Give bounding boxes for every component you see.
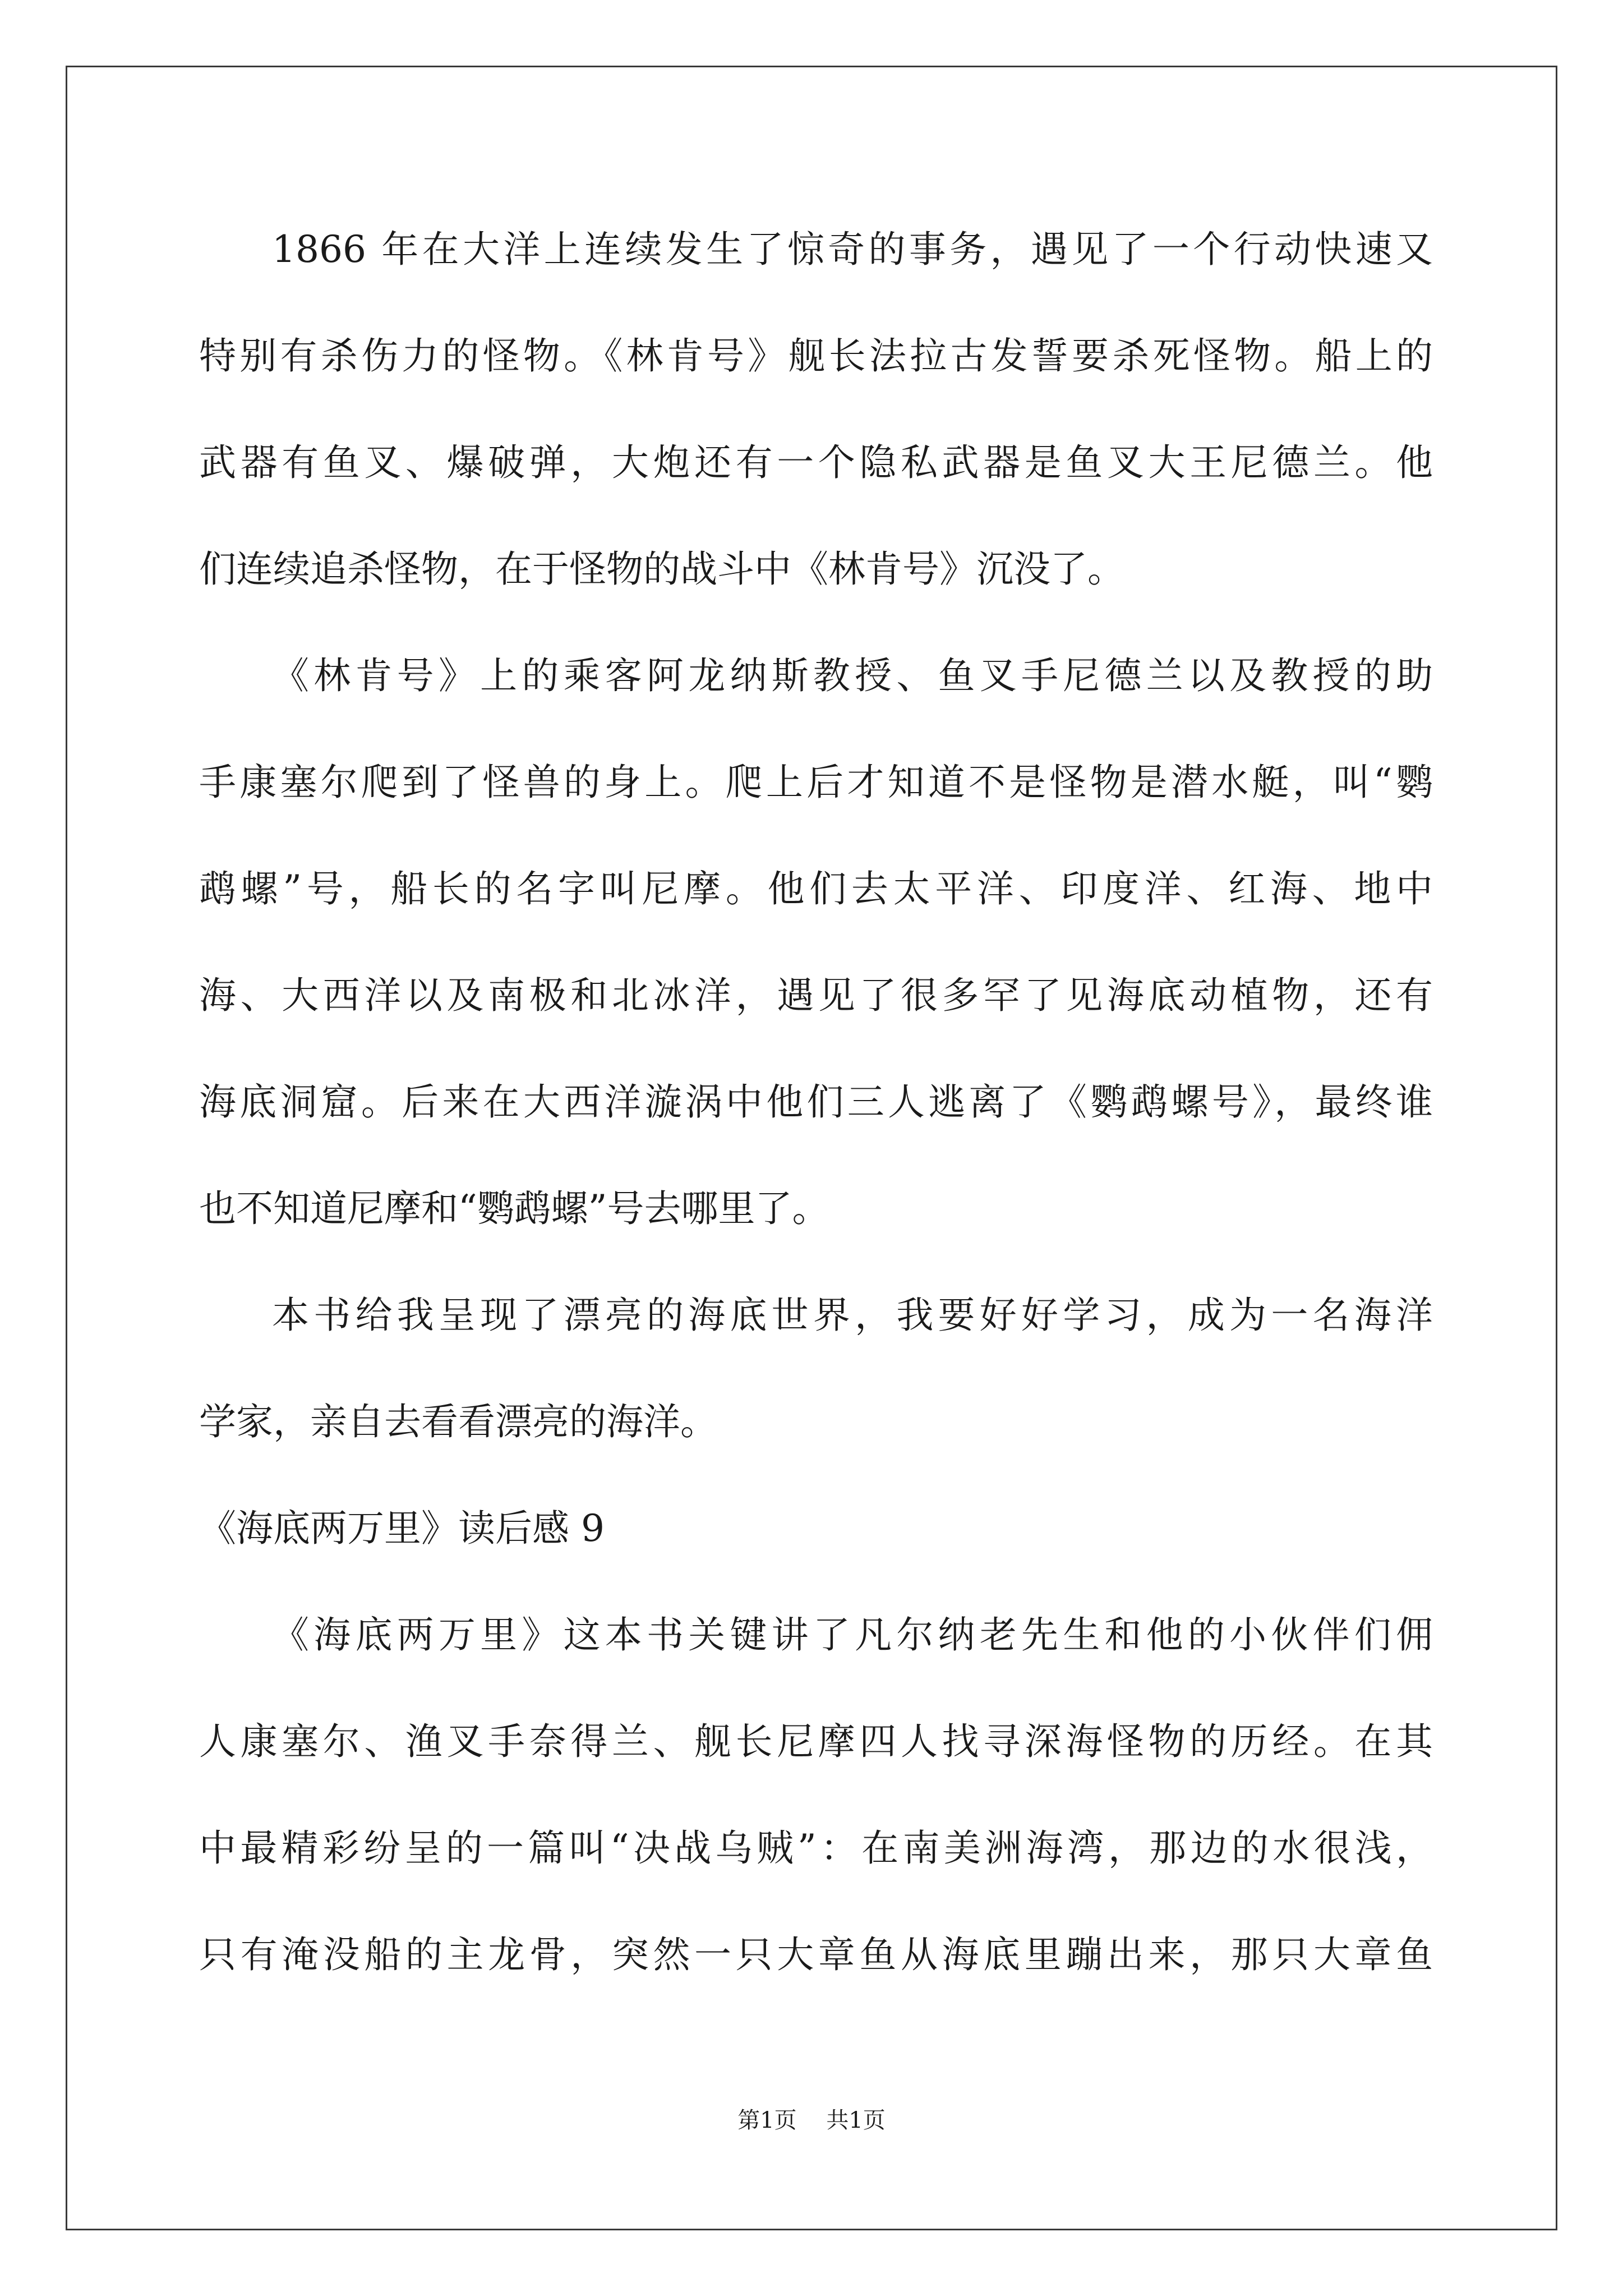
page-number-total: 共1页 <box>826 2108 886 2133</box>
paragraph-2-line-3: 鹉螺”号，船长的名字叫尼摩。他们去太平洋、印度洋、红海、地中 <box>199 867 1433 910</box>
paragraph-2-line-1: 《林肯号》上的乘客阿龙纳斯教授、鱼叉手尼德兰以及教授的助 <box>272 654 1433 697</box>
paragraph-3-line-2: 学家，亲自去看看漂亮的海洋。 <box>199 1400 717 1443</box>
paragraph-1-line-2: 特别有杀伤力的怪物。《林肯号》舰长法拉古发誓要杀死怪物。船上的 <box>199 334 1433 378</box>
section-heading: 《海底两万里》读后感 9 <box>199 1507 605 1550</box>
paragraph-2-line-4: 海、大西洋以及南极和北冰洋，遇见了很多罕了见海底动植物，还有 <box>199 974 1433 1017</box>
paragraph-2-line-5: 海底洞窟。后来在大西洋漩涡中他们三人逃离了《鹦鹉螺号》，最终谁 <box>199 1080 1433 1124</box>
page-border <box>66 66 1557 2230</box>
paragraph-3-line-1: 本书给我呈现了漂亮的海底世界，我要好好学习，成为一名海洋 <box>272 1294 1433 1337</box>
page-number-current: 第1页 <box>737 2108 797 2133</box>
paragraph-1-line-4: 们连续追杀怪物，在于怪物的战斗中《林肯号》沉没了。 <box>199 547 1124 591</box>
paragraph-2-line-2: 手康塞尔爬到了怪兽的身上。爬上后才知道不是怪物是潜水艇，叫“鹦 <box>199 761 1433 804</box>
paragraph-4-line-1: 《海底两万里》这本书关键讲了凡尔纳老先生和他的小伙伴们佣 <box>272 1613 1433 1657</box>
paragraph-1-line-3: 武器有鱼叉、爆破弹，大炮还有一个隐私武器是鱼叉大王尼德兰。他 <box>199 441 1433 484</box>
paragraph-1-line-1: 1866 年在大洋上连续发生了惊奇的事务，遇见了一个行动快速又 <box>272 228 1433 271</box>
paragraph-4-line-3: 中最精彩纷呈的一篇叫“决战乌贼”：在南美洲海湾，那边的水很浅， <box>199 1826 1433 1870</box>
page-footer <box>0 2104 1623 2137</box>
paragraph-2-line-6: 也不知道尼摩和“鹦鹉螺”号去哪里了。 <box>199 1187 829 1230</box>
paragraph-4-line-2: 人康塞尔、渔叉手奈得兰、舰长尼摩四人找寻深海怪物的历经。在其 <box>199 1720 1433 1763</box>
paragraph-4-line-4: 只有淹没船的主龙骨，突然一只大章鱼从海底里蹦出来，那只大章鱼 <box>199 1933 1433 1976</box>
